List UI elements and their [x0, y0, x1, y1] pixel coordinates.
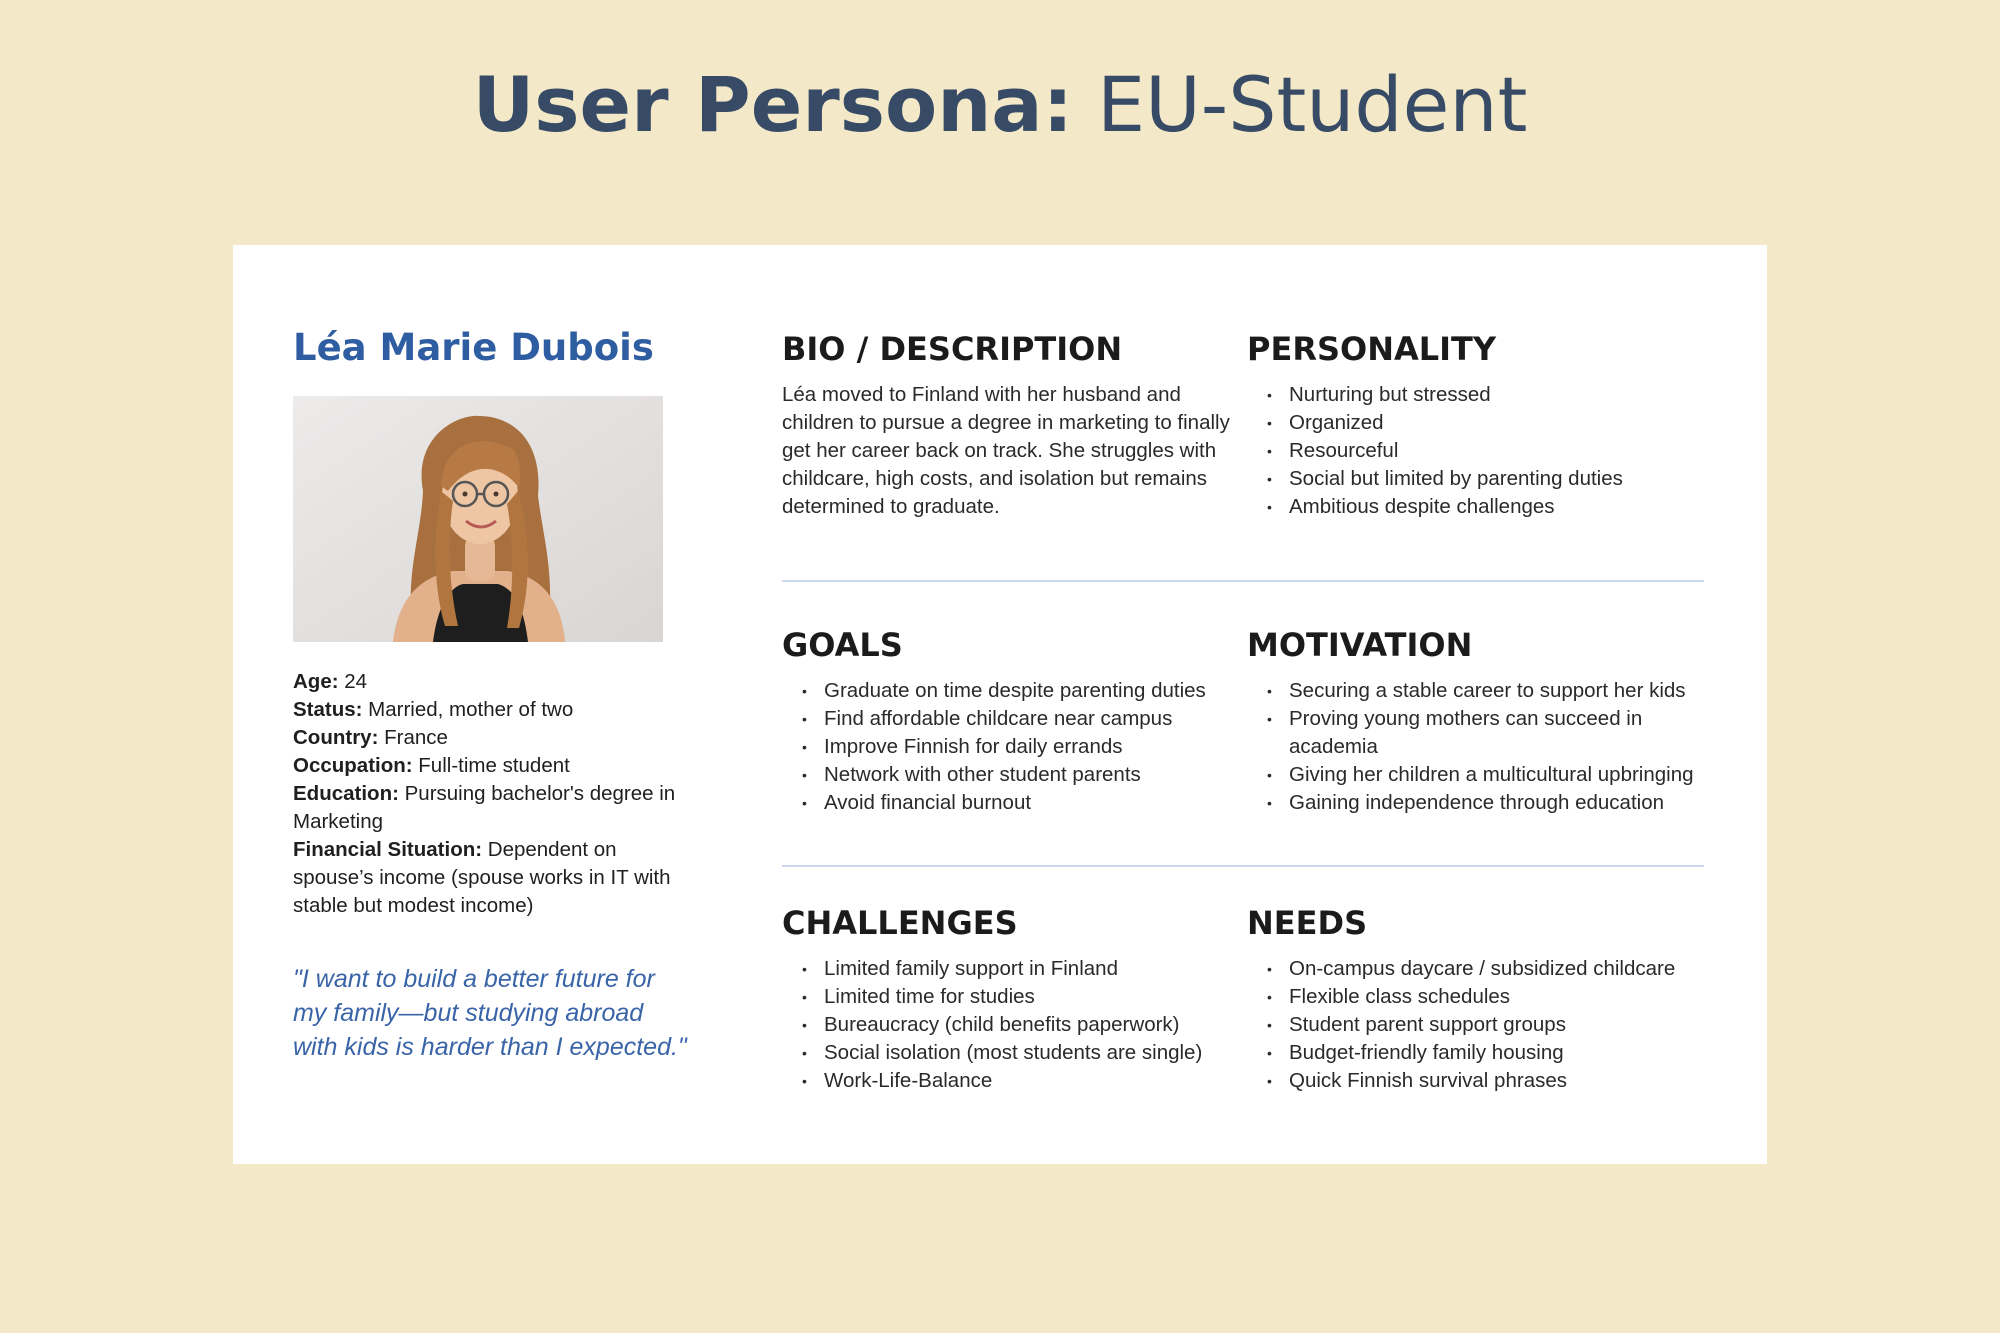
section-personality	[1247, 329, 1707, 521]
challenges-list	[782, 955, 1242, 1095]
list-item: • Student parent support groups	[1247, 1011, 1707, 1039]
fact-education: Education: Pursuing bachelor's degree in Marketing	[293, 782, 676, 833]
list-item: • Graduate on time despite parenting duties	[782, 677, 1242, 705]
list-item: • Avoid financial burnout	[782, 789, 1242, 817]
section-heading: BIO / DESCRIPTION	[782, 330, 1123, 368]
goals-list	[782, 677, 1242, 817]
motivation-list	[1247, 677, 1727, 817]
list-item: • Improve Finnish for daily errands	[782, 733, 1242, 761]
section-needs	[1247, 903, 1707, 1095]
list-item: • Flexible class schedules	[1247, 983, 1707, 1011]
persona-photo	[293, 396, 663, 642]
list-item: • Resourceful	[1247, 437, 1707, 465]
fact-occupation: Occupation: Full-time student	[293, 754, 570, 777]
section-bio	[782, 329, 1242, 521]
list-item: • Network with other student parents	[782, 761, 1242, 789]
section-heading: MOTIVATION	[1247, 626, 1473, 664]
section-heading: GOALS	[782, 626, 903, 664]
section-heading: PERSONALITY	[1247, 330, 1497, 368]
list-item: • Limited family support in Finland	[782, 955, 1242, 983]
list-item: • Social isolation (most students are single)	[782, 1039, 1242, 1067]
persona-name: Léa Marie Dubois	[293, 326, 654, 369]
list-item: • Find affordable childcare near campus	[782, 705, 1242, 733]
fact-status: Status: Married, mother of two	[293, 698, 574, 721]
list-item: • Quick Finnish survival phrases	[1247, 1067, 1707, 1095]
section-motivation	[1247, 625, 1727, 817]
needs-list	[1247, 955, 1707, 1095]
fact-financial-situation: Financial Situation: Dependent on spouse’s income (spouse works in IT with stable but modest income)	[293, 838, 671, 917]
list-item: • Nurturing but stressed	[1247, 381, 1707, 409]
list-item: • Gaining independence through education	[1247, 789, 1727, 817]
fact-country: Country: France	[293, 726, 448, 749]
section-heading: CHALLENGES	[782, 904, 1018, 942]
list-item: • Ambitious despite challenges	[1247, 493, 1707, 521]
list-item: • Giving her children a multicultural upbringing	[1247, 761, 1727, 789]
persona-quote: "I want to build a better future for my family—but studying abroad with kids is harder than I expected."	[293, 965, 687, 1061]
portrait-icon	[293, 396, 663, 642]
personality-list	[1247, 381, 1707, 521]
list-item: • Work-Life-Balance	[782, 1067, 1242, 1095]
list-item: • Social but limited by parenting duties	[1247, 465, 1707, 493]
list-item: • Budget-friendly family housing	[1247, 1039, 1707, 1067]
divider	[782, 580, 1704, 582]
list-item: • On-campus daycare / subsidized childcare	[1247, 955, 1707, 983]
list-item: • Limited time for studies	[782, 983, 1242, 1011]
page-title	[0, 60, 2000, 150]
list-item: • Bureaucracy (child benefits paperwork)	[782, 1011, 1242, 1039]
list-item: • Proving young mothers can succeed in academia	[1247, 705, 1689, 761]
page-title-bold: User Persona:	[472, 60, 1073, 149]
section-challenges	[782, 903, 1242, 1095]
persona-card	[233, 245, 1767, 1164]
persona-facts	[293, 668, 693, 920]
divider	[782, 865, 1704, 867]
section-goals	[782, 625, 1242, 817]
bio-text: Léa moved to Finland with her husband and children to pursue a degree in marketing to finally get her career back on track. She struggles with childcare, high costs, and isolation but remains determined to graduate.	[782, 383, 1230, 518]
fact-age: Age: 24	[293, 670, 368, 693]
list-item: • Securing a stable career to support her kids	[1247, 677, 1727, 705]
page-title-light: EU-Student	[1097, 60, 1528, 149]
section-heading: NEEDS	[1247, 904, 1368, 942]
list-item: • Organized	[1247, 409, 1707, 437]
